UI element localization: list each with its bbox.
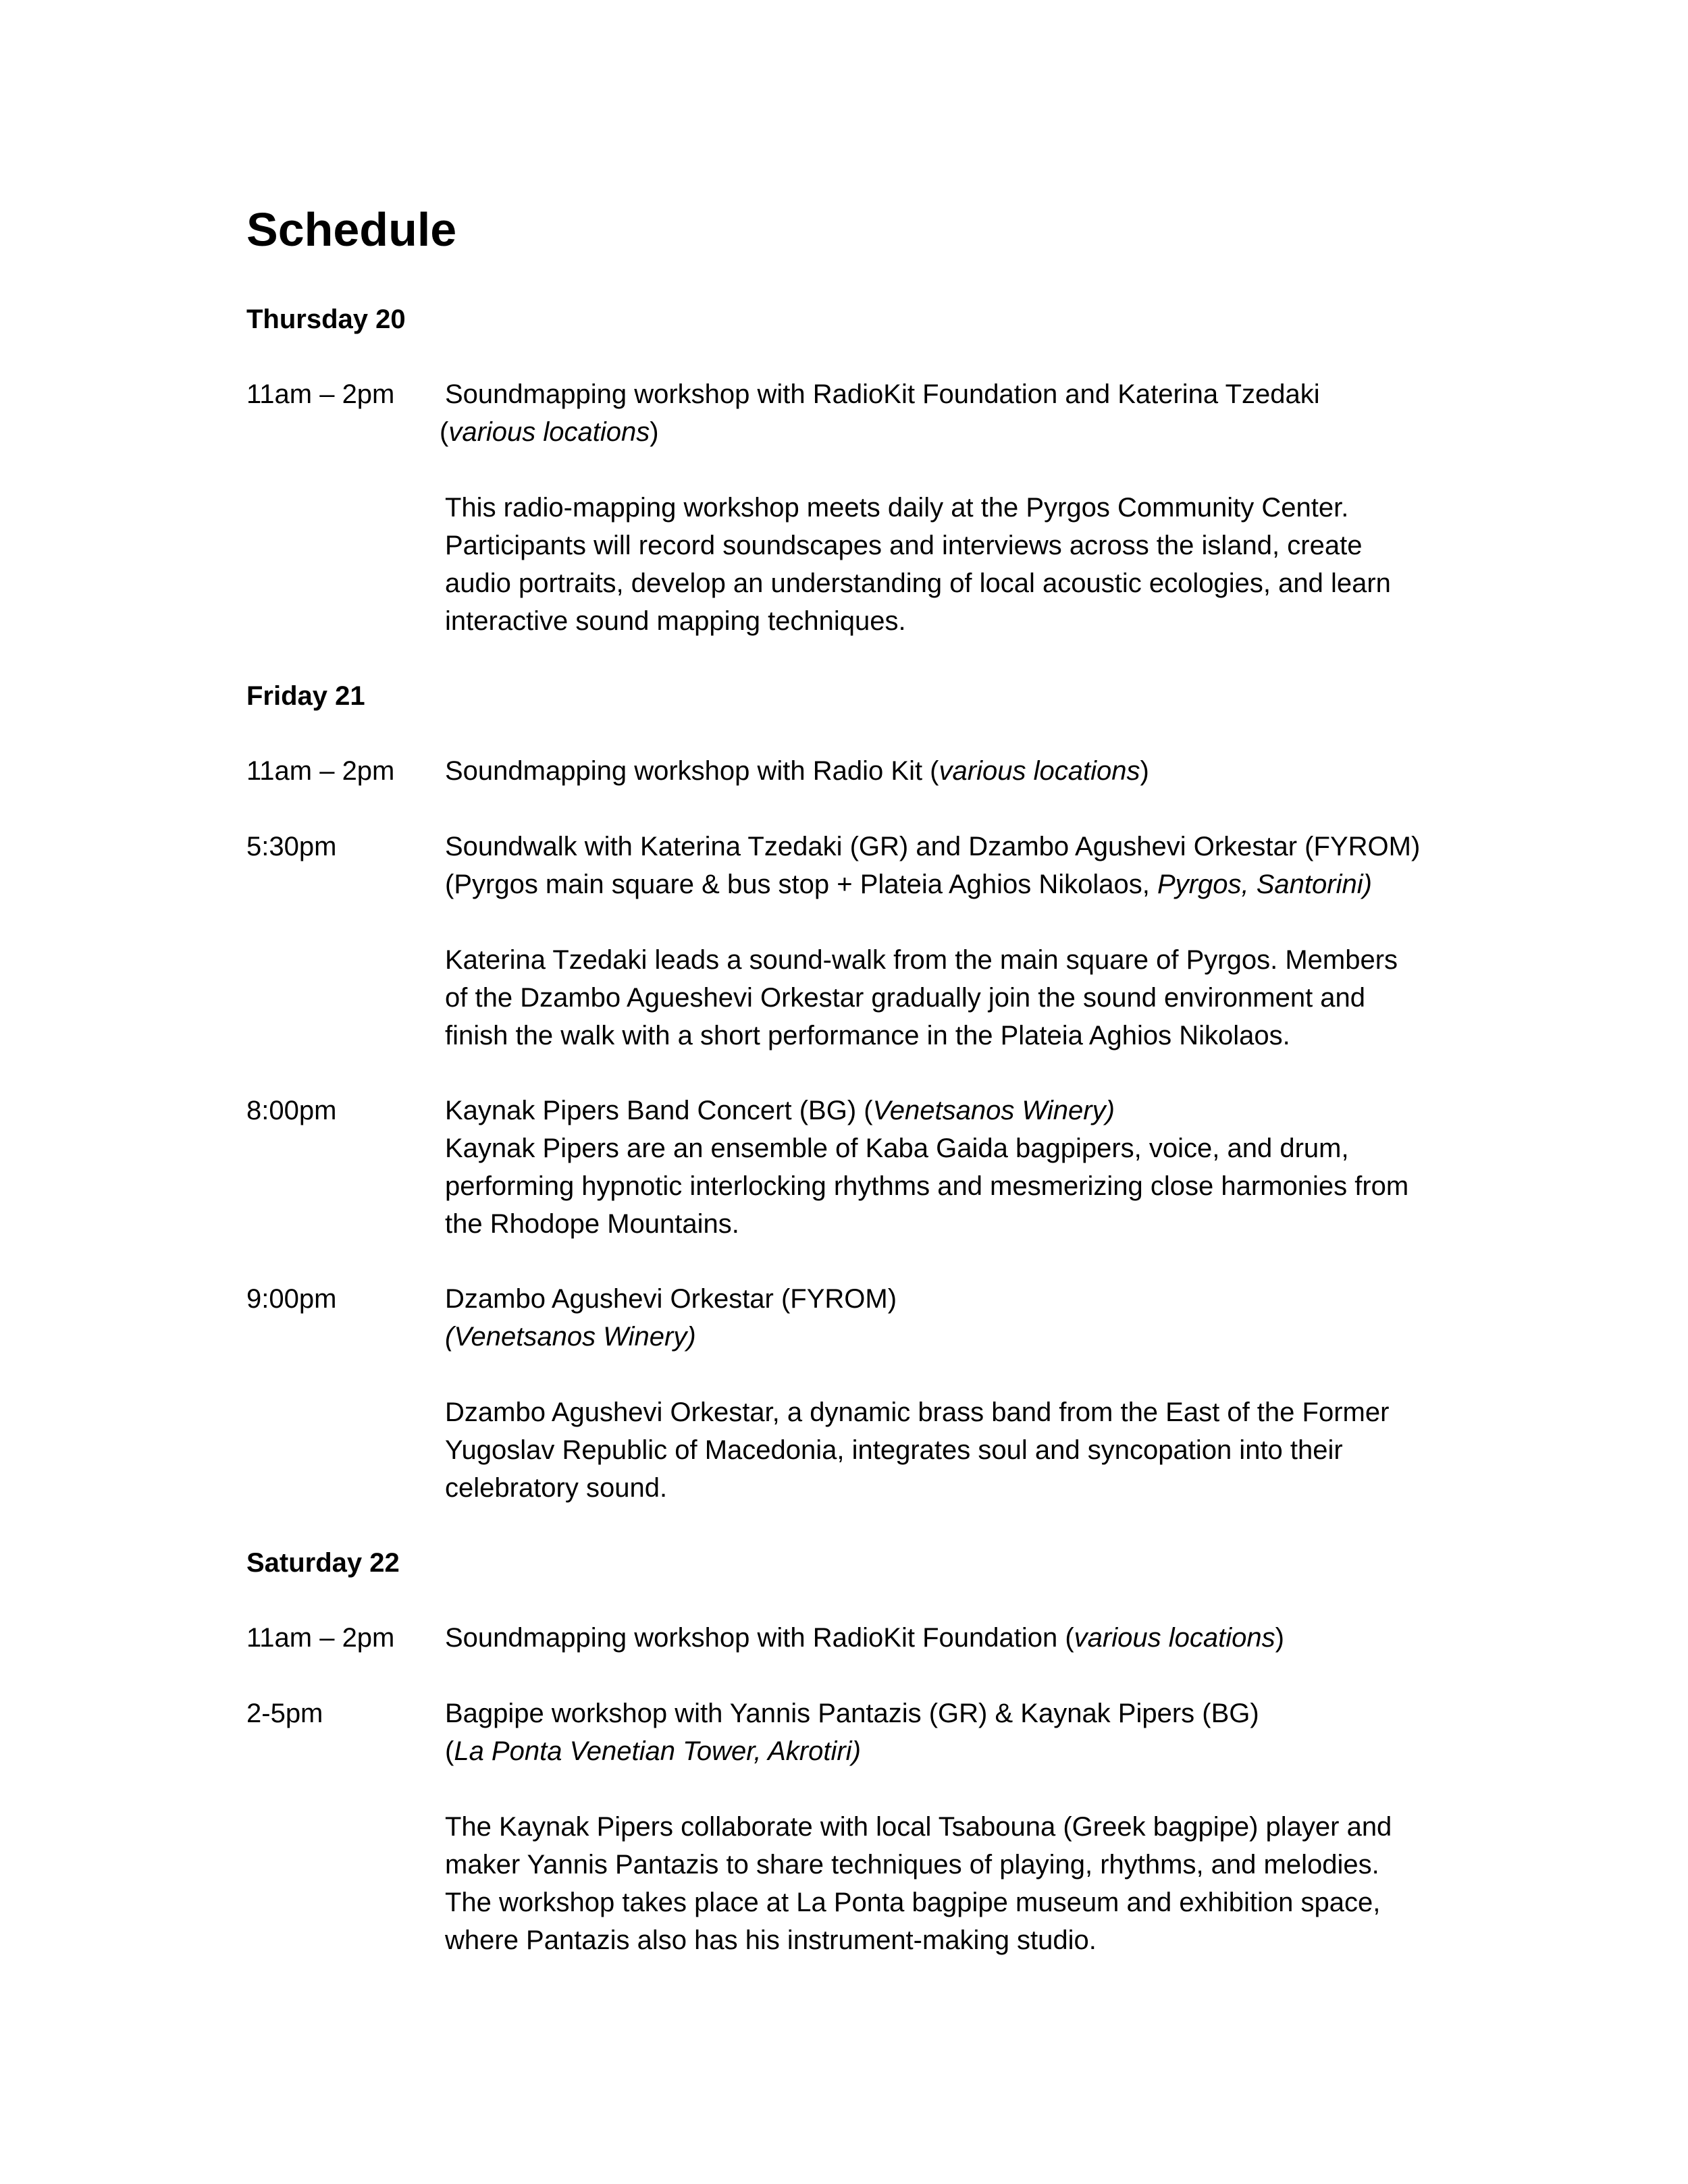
event-title (445, 754, 1149, 788)
location-text: Pyrgos, Santorini) (1157, 870, 1372, 899)
event-time: 9:00pm (246, 1284, 337, 1314)
event-time: 5:30pm (246, 832, 337, 861)
event-description-line: The workshop takes place at La Ponta bagpipe museum and exhibition space, (445, 1888, 1381, 1917)
event-title-text: Kaynak Pipers Band Concert (BG) ( (445, 1096, 873, 1125)
event-description-line: The Kaynak Pipers collaborate with local Tsabouna (Greek bagpipe) player and (445, 1812, 1392, 1842)
event-time: 2-5pm (246, 1699, 323, 1728)
event-title (445, 1094, 1115, 1127)
event-title-text: Soundmapping workshop with RadioKit Foundation ( (445, 1623, 1074, 1653)
event-description-line: the Rhodope Mountains. (445, 1209, 739, 1239)
event-description-line: Yugoslav Republic of Macedonia, integrates soul and syncopation into their (445, 1435, 1343, 1465)
day-heading-thursday: Thursday 20 (246, 304, 406, 334)
event-time: 11am – 2pm (246, 756, 395, 786)
location-text: La Ponta Venetian Tower, Akrotiri) (454, 1736, 861, 1766)
event-location (445, 1734, 861, 1768)
page-title: Schedule (246, 203, 457, 256)
day-heading-saturday: Saturday 22 (246, 1548, 400, 1578)
event-time: 8:00pm (246, 1096, 337, 1125)
location-paren-close: ) (650, 417, 659, 447)
event-time: 11am – 2pm (246, 379, 395, 409)
location-text: various locations (448, 417, 650, 447)
location-prefix: (Pyrgos main square & bus stop + Plateia Aghios Nikolaos, (445, 870, 1157, 899)
location-paren-open: ( (445, 1736, 454, 1766)
event-description-line: performing hypnotic interlocking rhythms and mesmerizing close harmonies from (445, 1171, 1409, 1201)
day-heading-friday: Friday 21 (246, 681, 365, 711)
event-location (445, 868, 1372, 901)
event-description-line: interactive sound mapping techniques. (445, 606, 906, 636)
event-title: Bagpipe workshop with Yannis Pantazis (GR) & Kaynak Pipers (BG) (445, 1699, 1259, 1728)
location-text: various locations (1074, 1623, 1275, 1653)
event-title (445, 1621, 1284, 1655)
event-title: Soundwalk with Katerina Tzedaki (GR) and Dzambo Agushevi Orkestar (FYROM) (445, 832, 1421, 861)
event-location: (Venetsanos Winery) (445, 1322, 696, 1352)
event-description-line: audio portraits, develop an understanding of local acoustic ecologies, and learn (445, 568, 1391, 598)
location-text: various locations (939, 756, 1140, 786)
location-paren-close: ) (1275, 1623, 1284, 1653)
event-location (440, 415, 659, 449)
event-description-line: celebratory sound. (445, 1473, 668, 1503)
event-description-line: maker Yannis Pantazis to share techniques of playing, rhythms, and melodies. (445, 1850, 1379, 1880)
event-description-line: This radio-mapping workshop meets daily at the Pyrgos Community Center. (445, 493, 1349, 523)
event-description-line: Katerina Tzedaki leads a sound-walk from the main square of Pyrgos. Members (445, 945, 1398, 975)
event-description-line: where Pantazis also has his instrument-making studio. (445, 1925, 1097, 1955)
event-description-line: Dzambo Agushevi Orkestar, a dynamic brass band from the East of the Former (445, 1397, 1390, 1427)
event-title-text: Soundmapping workshop with Radio Kit ( (445, 756, 939, 786)
event-title: Dzambo Agushevi Orkestar (FYROM) (445, 1284, 897, 1314)
event-description-line: Participants will record soundscapes and interviews across the island, create (445, 531, 1363, 560)
event-description-line: Kaynak Pipers are an ensemble of Kaba Gaida bagpipers, voice, and drum, (445, 1134, 1349, 1163)
location-text: Venetsanos Winery) (872, 1096, 1115, 1125)
event-description-line: finish the walk with a short performance in the Plateia Aghios Nikolaos. (445, 1021, 1290, 1050)
event-title: Soundmapping workshop with RadioKit Foundation and Katerina Tzedaki (445, 379, 1320, 409)
event-description-line: of the Dzambo Agueshevi Orkestar gradually join the sound environment and (445, 983, 1366, 1013)
location-paren-close: ) (1140, 756, 1149, 786)
location-paren-open: ( (440, 417, 449, 447)
event-time: 11am – 2pm (246, 1623, 395, 1653)
